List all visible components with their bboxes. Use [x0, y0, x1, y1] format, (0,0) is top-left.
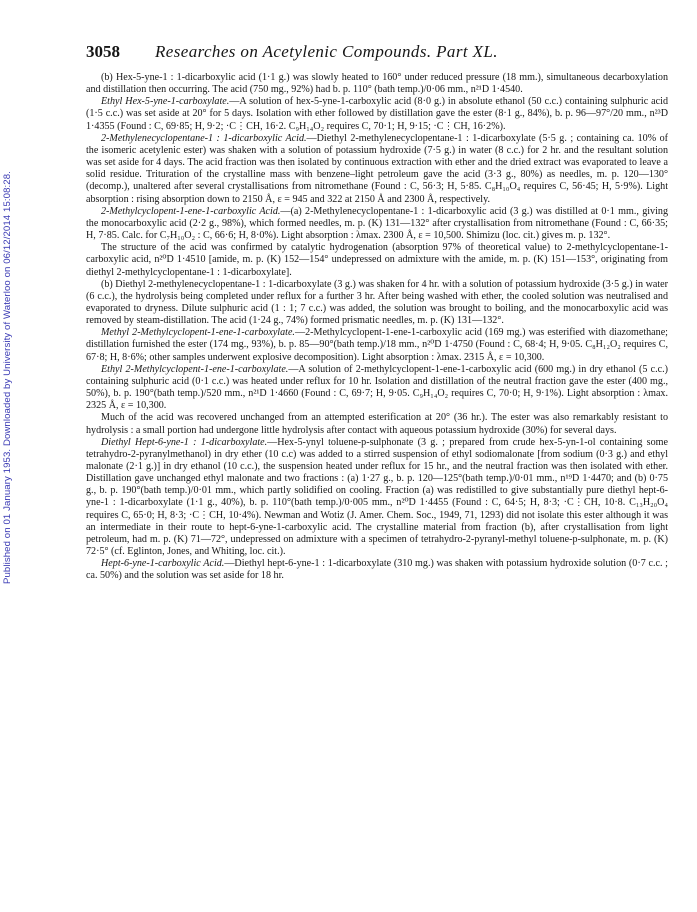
paragraph	[86, 242, 668, 278]
paragraph	[86, 327, 668, 363]
paragraph-text: —(a) 2-Methylenecyclopentane-1 : 1-dicarboxylic acid (3 g.) was distilled at 0·1 mm., giving the monocarboxylic acid (2·2 g., 98%), which formed needles, m. p. (K) 131—132° after crystallisation from nitromethane (Found : C, 66·35; H, 7·85. Calc. for C₇H₁₀O₂ : C, 66·6; H, 8·0%). Light absorption : λmax. 2300 Å, ε = 10,500. Shimizu (loc. cit.) gives m. p. 132°.	[86, 205, 669, 242]
section-heading: 2-Methylcyclopent-1-ene-1-carboxylic Acid.	[101, 205, 281, 217]
section-heading: 2-Methylenecyclopentane-1 : 1-dicarboxylic Acid.	[101, 132, 307, 144]
paragraph-text: —A solution of 2-methylcyclopent-1-ene-1-carboxylic acid (600 mg.) in dry ethanol (5 c.c.) containing sulphuric acid (0·1 c.c.) was heated under reflux for 10 hr. Isolation and distillation of the neutral fraction gave the ester (400 mg., 50%), b. p. 190°(bath temp.)/520 mm., n²¹D 1·4660 (Found : C, 69·7; H, 9·05. C₉H₁₄O₂ requires C, 70·0; H, 9·1%). Light absorption : λmax. 2325 Å, ε = 10,300.	[86, 363, 668, 412]
paragraph-text: Much of the acid was recovered unchanged from an attempted esterification at 20° (36 hr.). The ester was also remarkably resistant to hydrolysis : a small portion had undergone little hydrolysis after contact with aqueous potassium hydroxide (30%) for several days.	[86, 412, 668, 436]
paragraph-text: (b) Hex-5-yne-1 : 1-dicarboxylic acid (1·1 g.) was slowly heated to 160° under reduced pressure (18 mm.), simultaneous decarboxylation and distillation then occurring. The acid (750 mg., 92%) had b. p. 110° (bath temp.)/0·06 mm., n²¹D 1·4540.	[86, 72, 668, 96]
running-title: Researches on Acetylenic Compounds. Part XL.	[155, 42, 498, 61]
paragraph-text: (b) Diethyl 2-methylenecyclopentane-1 : 1-dicarboxylate (3 g.) was shaken for 4 hr. with a solution of potassium hydroxide (3·5 g.) in water (6 c.c.), the hydrolysis being completed under reflux for a further 3 hr. After being washed with ether, the cooled solution was neutralised and evaporated to dryness. Dilute sulphuric acid (1 : 1; 7 c.c.) was added, the solution was brought to boiling, and the monocarboxylic acid was removed by steam-distillation. The acid (1·24 g., 74%) formed prismatic needles, m. p. (K) 131—132°.	[86, 278, 668, 327]
paragraph	[86, 72, 668, 96]
paragraph	[86, 437, 668, 559]
paragraph	[86, 96, 668, 132]
paragraph-text: The structure of the acid was confirmed by catalytic hydrogenation (absorption 97% of theoretical value) to 2-methylcyclopentane-1-carboxylic acid, n²⁰D 1·4510 [amide, m. p. (K) 152—154° undepressed on admixture with the amide, m. p. (K) 151—153°, originating from diethyl 2-methylcyclopentane-1 : 1-dicarboxylate].	[86, 242, 668, 278]
paragraph	[86, 206, 668, 242]
page-number: 3058	[86, 42, 120, 61]
paragraph-text: —Diethyl 2-methylenecyclopentane-1 : 1-dicarboxylate (5·5 g. ; containing ca. 10% of the isomeric acetylenic ester) was shaken with a solution of potassium hydroxide (7·5 g.) in water (8 c.c.) for 2 hr. and the resultant solution was set aside for 4 days. The acid fraction was then isolated by continuous extraction with ether and the dried extract was evaporated to leave a solid residue. Trituration of the crystalline mass with benzene–light petroleum gave the acid (3·3 g., 80%) as needles, m. p. 120—130° (decomp.), unaltered after several crystallisations from nitromethane (Found : C, 56·3; H, 5·85. C₈H₁₀O₄ requires C, 56·45; H, 5·9%). Light absorption : rising absorption down to 2150 Å, ε = 945 and 322 at 2150 Å and 2300 Å, respectively.	[86, 132, 668, 205]
page-header	[86, 42, 666, 66]
paragraph-text: —2-Methylcyclopent-1-ene-1-carboxylic acid (169 mg.) was esterified with diazomethane; distillation furnished the ester (174 mg., 93%), b. p. 85—90°(bath temp.)/18 mm., n²⁰D 1·4750 (Found : C, 68·4; H, 9·05. C₈H₁₂O₂ requires C, 67·8; H, 8·6%; other samples underwent explosive decomposition). Light absorption : λmax. 2315 Å, ε = 10,300.	[86, 327, 668, 363]
paragraph	[86, 412, 668, 436]
paragraph-text: —A solution of hex-5-yne-1-carboxylic acid (8·0 g.) in absolute ethanol (50 c.c.) containing sulphuric acid (1·5 c.c.) was set aside at 20° for 5 days. Isolation with ether followed by distillation gave the ester (8·1 g., 84%), b. p. 96—97°/20 mm., n²³D 1·4355 (Found : C, 69·85; H, 9·2; ·C⋮CH, 16·2. C₉H₁₄O₂ requires C, 70·1; H, 9·15; ·C⋮CH, 16·2%).	[86, 96, 668, 132]
paragraph-text: —Hex-5-ynyl toluene-p-sulphonate (3 g. ; prepared from crude hex-5-yn-1-ol containing some tetrahydro-2-pyranylmethanol) in dry ether (10 c.c) was added to a stirred suspension of ethyl sodiomalonate [from sodium (0·3 g.) and ethyl malonate (2·1 g.)] in dry ethanol (10 c.c.), the suspension heated under reflux for 15 hr., and the neutral fraction was then isolated with ether. Distillation gave unchanged ethyl malonate and two fractions : (a) 1·27 g., b. p. 120—125°(bath temp.)/0·01 mm., n¹⁹D 1·4470; and (b) 0·75 g., b. p. 190°(bath temp.)/0·01 mm., which partly solidified on cooling. Fraction (a) was redistilled to give substantially pure diethyl hept-6-yne-1 : 1-dicarboxylate (1·1 g., 40%), b. p. 110°(bath temp.)/0·005 mm., n²⁰D 1·4455 (Found : C, 64·5; H, 8·3; ·C⋮CH, 10·8. C₁₃H₂₀O₄ requires C, 65·0; H, 8·3; ·C⋮CH, 10·4%). Newman and Wotiz (J. Amer. Chem. Soc., 1949, 71, 1293) did not isolate this ester although it was an intermediate in their route to hept-6-yne-1-carboxylic acid. The crystalline material from fraction (b), after crystallisation from light petroleum, had m. p. (K) 71—72°, undepressed on admixture with a specimen of tetrahydro-2-pyranyl-methyl toluene-p-sulphonate, m. p. (K) 72·5° (cf. Eglinton, Jones, and Whiting, loc. cit.).	[86, 436, 668, 558]
download-watermark: Published on 01 January 1953. Downloaded by University of Waterloo on 06/12/2014 15:08:28.	[2, 171, 13, 585]
paragraph	[86, 133, 668, 206]
paragraph-text: —Diethyl hept-6-yne-1 : 1-dicarboxylate (310 mg.) was shaken with potassium hydroxide solution (0·7 c.c. ; ca. 50%) and the solution was set aside for 18 hr.	[86, 558, 668, 582]
paragraph	[86, 364, 668, 413]
section-heading: Hept-6-yne-1-carboxylic Acid.	[101, 558, 225, 570]
section-heading: Ethyl 2-Methylcyclopent-1-ene-1-carboxylate.	[101, 363, 289, 375]
section-heading: Methyl 2-Methylcyclopent-1-ene-1-carboxylate.	[101, 327, 295, 339]
paragraph	[86, 279, 668, 328]
section-heading: Diethyl Hept-6-yne-1 : 1-dicarboxylate.	[101, 436, 268, 448]
article-body	[86, 72, 668, 583]
section-heading: Ethyl Hex-5-yne-1-carboxylate.	[101, 96, 230, 108]
paragraph	[86, 558, 668, 582]
